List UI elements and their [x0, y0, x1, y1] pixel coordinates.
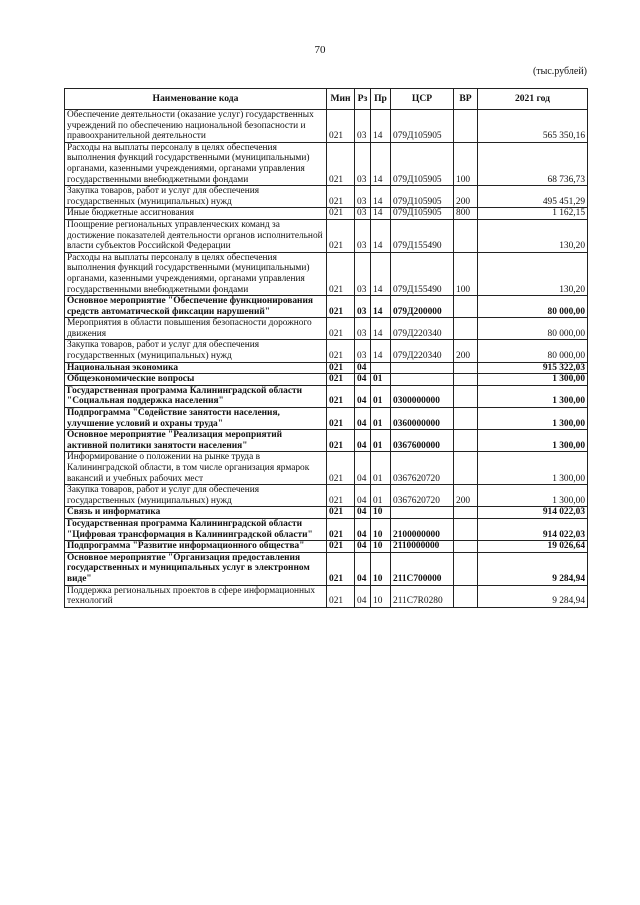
row-rz: 04	[355, 430, 371, 452]
row-pr: 01	[371, 408, 391, 430]
row-pr: 14	[371, 318, 391, 340]
row-rz: 04	[355, 362, 371, 374]
row-vr	[454, 552, 478, 585]
row-pr: 14	[371, 219, 391, 252]
row-pr: 01	[371, 385, 391, 407]
row-vr	[454, 362, 478, 374]
row-amount: 1 300,00	[478, 485, 588, 507]
row-vr	[454, 318, 478, 340]
row-pr: 14	[371, 252, 391, 295]
row-vr	[454, 219, 478, 252]
row-rz: 03	[355, 208, 371, 220]
row-rz: 04	[355, 485, 371, 507]
row-pr: 10	[371, 585, 391, 607]
table-row	[65, 142, 588, 185]
row-csr	[391, 362, 454, 374]
row-min: 021	[327, 252, 355, 295]
page-number: 70	[314, 44, 326, 56]
row-amount: 80 000,00	[478, 340, 588, 362]
row-min: 021	[327, 186, 355, 208]
row-name: Подпрограмма "Развитие информационного общества"	[65, 541, 327, 553]
table-row	[65, 340, 588, 362]
row-name: Подпрограмма "Содействие занятости населения, улучшение условий и охраны труда"	[65, 408, 327, 430]
row-vr	[454, 518, 478, 540]
row-vr: 100	[454, 252, 478, 295]
table-row	[65, 385, 588, 407]
table-row	[65, 552, 588, 585]
row-rz: 04	[355, 452, 371, 485]
row-pr: 01	[371, 430, 391, 452]
row-min: 021	[327, 485, 355, 507]
row-rz: 04	[355, 507, 371, 519]
row-amount: 80 000,00	[478, 318, 588, 340]
row-pr: 01	[371, 485, 391, 507]
header-year: 2021 год	[478, 89, 588, 110]
row-rz: 03	[355, 186, 371, 208]
row-name: Обеспечение деятельности (оказание услуг) государственных учреждений по обеспечению национальной безопасности и правоохранительной деятельности	[65, 110, 327, 143]
row-csr: 211С7R0280	[391, 585, 454, 607]
row-min: 021	[327, 430, 355, 452]
table-row	[65, 296, 588, 318]
row-csr: 0367600000	[391, 430, 454, 452]
row-vr	[454, 296, 478, 318]
table-row	[65, 110, 588, 143]
row-pr: 14	[371, 110, 391, 143]
row-vr	[454, 585, 478, 607]
row-amount: 914 022,03	[478, 507, 588, 519]
row-min: 021	[327, 219, 355, 252]
row-pr: 14	[371, 142, 391, 185]
row-name: Связь и информатика	[65, 507, 327, 519]
header-min: Мин	[327, 89, 355, 110]
row-min: 021	[327, 518, 355, 540]
row-csr: 0367620720	[391, 485, 454, 507]
row-rz: 03	[355, 142, 371, 185]
row-csr	[391, 507, 454, 519]
row-min: 021	[327, 374, 355, 386]
row-pr: 01	[371, 374, 391, 386]
row-min: 021	[327, 408, 355, 430]
row-csr: 079Д155490	[391, 252, 454, 295]
row-min: 021	[327, 142, 355, 185]
row-rz: 03	[355, 219, 371, 252]
row-csr: 079Д155490	[391, 219, 454, 252]
row-min: 021	[327, 110, 355, 143]
table-row	[65, 485, 588, 507]
row-csr	[391, 374, 454, 386]
row-vr	[454, 110, 478, 143]
row-rz: 03	[355, 340, 371, 362]
row-csr: 079Д105905	[391, 186, 454, 208]
table-header-row	[65, 89, 588, 110]
budget-table	[64, 88, 588, 608]
table-row	[65, 252, 588, 295]
row-csr: 211С700000	[391, 552, 454, 585]
row-vr	[454, 408, 478, 430]
row-pr: 14	[371, 296, 391, 318]
row-name: Мероприятия в области повышения безопасности дорожного движения	[65, 318, 327, 340]
row-pr: 14	[371, 208, 391, 220]
row-amount: 19 026,64	[478, 541, 588, 553]
row-name: Расходы на выплаты персоналу в целях обеспечения выполнения функций государственными (муниципальными) органами, казенными учреждениями, органами управления государственными внебюджетными фондами	[65, 252, 327, 295]
row-rz: 03	[355, 296, 371, 318]
table-row	[65, 507, 588, 519]
row-amount: 1 162,15	[478, 208, 588, 220]
units-label: (тыс.рублей)	[532, 66, 587, 77]
row-name: Расходы на выплаты персоналу в целях обеспечения выполнения функций государственными (муниципальными) органами, казенными учреждениями, органами управления государственными внебюджетными фондами	[65, 142, 327, 185]
row-csr: 079Д220340	[391, 340, 454, 362]
table-row	[65, 374, 588, 386]
row-pr: 10	[371, 518, 391, 540]
row-name: Общеэкономические вопросы	[65, 374, 327, 386]
row-csr: 079Д105905	[391, 142, 454, 185]
row-name: Основное мероприятие "Организация предоставления государственных и муниципальных услуг в электронном виде"	[65, 552, 327, 585]
table-row	[65, 408, 588, 430]
row-rz: 04	[355, 385, 371, 407]
row-pr	[371, 362, 391, 374]
row-min: 021	[327, 208, 355, 220]
row-amount: 914 022,03	[478, 518, 588, 540]
row-csr: 2110000000	[391, 541, 454, 553]
row-vr: 800	[454, 208, 478, 220]
row-min: 021	[327, 585, 355, 607]
header-vr: ВР	[454, 89, 478, 110]
table-row	[65, 430, 588, 452]
row-name: Закупка товаров, работ и услуг для обеспечения государственных (муниципальных) нужд	[65, 485, 327, 507]
table-row	[65, 452, 588, 485]
row-name: Информирование о положении на рынке труда в Калининградской области, в том числе организация ярмарок вакансий и учебных рабочих мест	[65, 452, 327, 485]
table-row	[65, 518, 588, 540]
row-amount: 130,20	[478, 219, 588, 252]
row-pr: 14	[371, 186, 391, 208]
row-csr: 079Д200000	[391, 296, 454, 318]
row-name: Поощрение региональных управленческих команд за достижение показателей деятельности органов исполнительной власти субъектов Российской Федерации	[65, 219, 327, 252]
header-name: Наименование кода	[65, 89, 327, 110]
row-csr: 079Д220340	[391, 318, 454, 340]
row-csr: 079Д105905	[391, 110, 454, 143]
row-min: 021	[327, 385, 355, 407]
row-vr: 100	[454, 142, 478, 185]
row-rz: 03	[355, 110, 371, 143]
row-amount: 915 322,03	[478, 362, 588, 374]
row-amount: 80 000,00	[478, 296, 588, 318]
row-csr: 079Д105905	[391, 208, 454, 220]
row-min: 021	[327, 541, 355, 553]
row-vr: 200	[454, 485, 478, 507]
row-name: Иные бюджетные ассигнования	[65, 208, 327, 220]
row-min: 021	[327, 507, 355, 519]
row-name: Основное мероприятие "Реализация мероприятий активной политики занятости населения"	[65, 430, 327, 452]
row-rz: 04	[355, 552, 371, 585]
row-amount: 130,20	[478, 252, 588, 295]
header-pr: Пр	[371, 89, 391, 110]
row-vr: 200	[454, 340, 478, 362]
row-rz: 03	[355, 318, 371, 340]
row-rz: 04	[355, 585, 371, 607]
row-pr: 10	[371, 552, 391, 585]
row-vr	[454, 541, 478, 553]
row-csr: 2100000000	[391, 518, 454, 540]
row-amount: 495 451,29	[478, 186, 588, 208]
row-name: Закупка товаров, работ и услуг для обеспечения государственных (муниципальных) нужд	[65, 340, 327, 362]
table-row	[65, 541, 588, 553]
row-amount: 565 350,16	[478, 110, 588, 143]
row-vr	[454, 430, 478, 452]
table-row	[65, 219, 588, 252]
row-min: 021	[327, 452, 355, 485]
row-vr	[454, 452, 478, 485]
row-pr: 01	[371, 452, 391, 485]
row-vr: 200	[454, 186, 478, 208]
row-min: 021	[327, 362, 355, 374]
row-rz: 04	[355, 518, 371, 540]
row-rz: 03	[355, 252, 371, 295]
row-rz: 04	[355, 408, 371, 430]
row-csr: 0300000000	[391, 385, 454, 407]
row-vr	[454, 374, 478, 386]
row-name: Поддержка региональных проектов в сфере информационных технологий	[65, 585, 327, 607]
row-amount: 1 300,00	[478, 385, 588, 407]
row-name: Основное мероприятие "Обеспечение функционирования средств автоматической фиксации нарушений"	[65, 296, 327, 318]
row-csr: 0360000000	[391, 408, 454, 430]
row-min: 021	[327, 318, 355, 340]
row-amount: 9 284,94	[478, 585, 588, 607]
table-body	[65, 110, 588, 608]
row-amount: 1 300,00	[478, 430, 588, 452]
row-amount: 68 736,73	[478, 142, 588, 185]
header-csr: ЦСР	[391, 89, 454, 110]
row-rz: 04	[355, 541, 371, 553]
header-rz: Рз	[355, 89, 371, 110]
row-amount: 9 284,94	[478, 552, 588, 585]
row-amount: 1 300,00	[478, 452, 588, 485]
table-row	[65, 318, 588, 340]
row-name: Национальная экономика	[65, 362, 327, 374]
table-row	[65, 186, 588, 208]
row-pr: 14	[371, 340, 391, 362]
row-vr	[454, 507, 478, 519]
row-name: Государственная программа Калининградской области "Цифровая трансформация в Калининградской области"	[65, 518, 327, 540]
table-row	[65, 208, 588, 220]
row-amount: 1 300,00	[478, 374, 588, 386]
table-row	[65, 585, 588, 607]
row-amount: 1 300,00	[478, 408, 588, 430]
row-rz: 04	[355, 374, 371, 386]
row-min: 021	[327, 296, 355, 318]
row-vr	[454, 385, 478, 407]
row-name: Государственная программа Калининградской области "Социальная поддержка населения"	[65, 385, 327, 407]
row-pr: 10	[371, 541, 391, 553]
row-pr: 10	[371, 507, 391, 519]
row-csr: 0367620720	[391, 452, 454, 485]
row-min: 021	[327, 552, 355, 585]
row-name: Закупка товаров, работ и услуг для обеспечения государственных (муниципальных) нужд	[65, 186, 327, 208]
row-min: 021	[327, 340, 355, 362]
table-row	[65, 362, 588, 374]
